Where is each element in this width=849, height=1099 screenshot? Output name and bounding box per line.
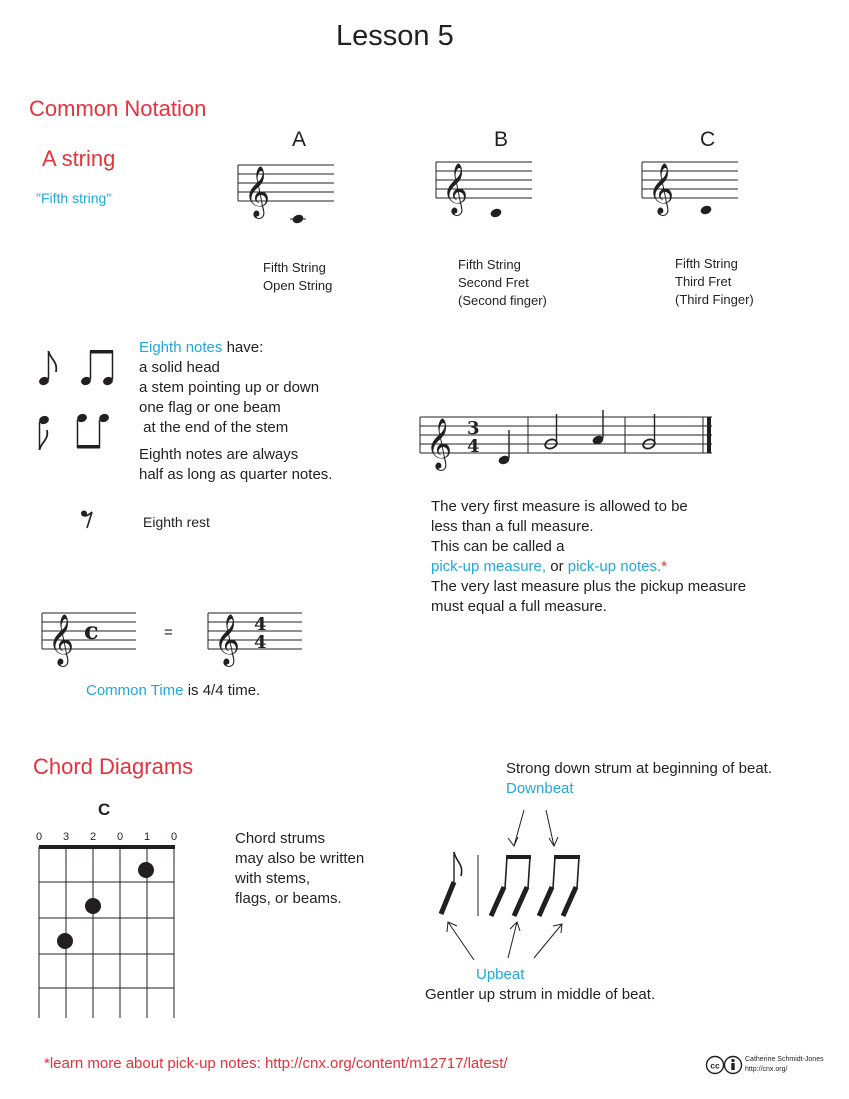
svg-text:2: 2	[89, 831, 97, 843]
svg-text:0: 0	[116, 831, 124, 843]
cc-author: Catherine Schmidt-Jones	[745, 1056, 824, 1063]
staff-note-b	[436, 155, 532, 225]
eighth-rest-label: Eighth rest	[143, 514, 210, 530]
svg-text:cc: cc	[710, 1060, 720, 1071]
downbeat-label: Downbeat	[506, 780, 574, 797]
treble-clef-icon: 𝄞	[442, 163, 469, 214]
caption-note-c: Fifth String Third Fret (Third Finger)	[675, 256, 754, 307]
svg-text:0: 0	[170, 831, 178, 843]
cc-url[interactable]: http://cnx.org/	[745, 1066, 788, 1073]
svg-text:3: 3	[467, 418, 480, 439]
staff-note-c	[642, 155, 738, 225]
a-string-heading: A string	[42, 146, 116, 171]
chord-diagrams-heading: Chord Diagrams	[33, 754, 194, 779]
svg-text:0: 0	[35, 831, 43, 843]
common-time-staff	[42, 606, 138, 666]
svg-text:4: 4	[467, 436, 480, 457]
common-time-caption: Common Time is 4/4 time.	[86, 682, 261, 699]
note-letter-b: B	[494, 128, 509, 151]
note-letter-a: A	[292, 128, 307, 151]
fifth-string-subtitle: "Fifth string"	[36, 190, 112, 206]
treble-clef-icon: 𝄞	[48, 614, 75, 665]
pickup-notes-link[interactable]: *learn more about pick-up notes: http://cnx.org/content/m12717/latest/	[44, 1055, 508, 1072]
pickup-description: The very first measure is allowed to be less than a full measure. This can be called a pick-up measure, or pick-up notes.* The very last measure plus the pickup measure must equal a full measure.	[431, 498, 747, 615]
chord-name: C	[98, 800, 111, 819]
cc-license-badge	[705, 1055, 835, 1077]
upbeat-description: Gentler up strum in middle of beat.	[425, 986, 656, 1003]
up-arrow-icon	[447, 922, 562, 960]
staff-note-a	[238, 158, 334, 228]
treble-clef-icon: 𝄞	[648, 163, 675, 214]
downbeat-description: Strong down strum at beginning of beat.	[506, 760, 773, 777]
creative-commons-icon	[705, 1055, 743, 1075]
treble-clef-icon: 𝄞	[426, 418, 453, 469]
chord-strums-text: Chord strums may also be written with stems, flags, or beams.	[235, 830, 365, 907]
eighth-rest-icon	[80, 510, 96, 530]
equals-sign: =	[164, 624, 173, 641]
caption-note-a: Fifth String Open String	[263, 260, 333, 293]
down-arrow-icon	[508, 810, 558, 846]
note-letter-c: C	[700, 128, 716, 151]
common-notation-heading: Common Notation	[29, 96, 207, 121]
treble-clef-icon: 𝄞	[214, 614, 241, 665]
four-four-staff	[208, 606, 304, 666]
strum-notation	[430, 800, 590, 970]
svg-text:4: 4	[254, 614, 267, 635]
eighth-notes-description: Eighth notes have: a solid head a stem pointing up or down one flag or one beam at the end of the stem Eighth notes are always half as long as quarter notes.	[139, 339, 333, 483]
common-time-icon: c	[84, 616, 99, 645]
svg-text:1: 1	[143, 831, 151, 843]
caption-note-b: Fifth String Second Fret (Second finger)	[458, 257, 547, 308]
svg-text:3: 3	[62, 831, 70, 843]
pickup-measure-staff	[420, 410, 715, 480]
page-title: Lesson 5	[336, 20, 454, 52]
c-chord-diagram	[30, 828, 190, 1023]
svg-text:4: 4	[254, 632, 267, 653]
upbeat-label: Upbeat	[476, 966, 525, 983]
eighth-note-symbols	[36, 346, 126, 456]
treble-clef-icon: 𝄞	[244, 166, 271, 217]
